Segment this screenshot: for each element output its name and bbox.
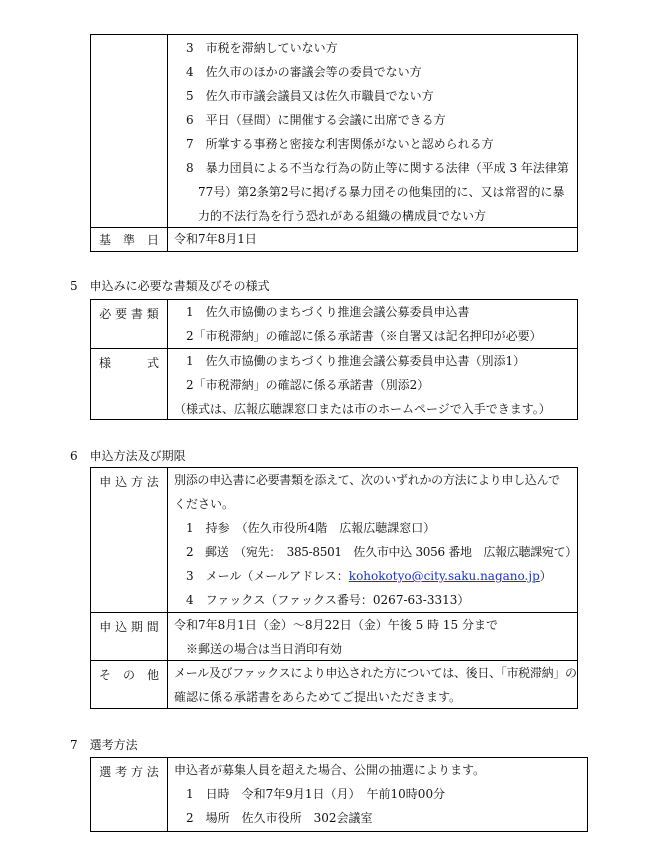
selection-table [90, 757, 588, 832]
mail-suffix: ） [539, 569, 552, 583]
kijun-row [91, 227, 577, 251]
kijun-value: 令和7年8月1日 [174, 232, 257, 246]
period-label: 申 込 期 間 [91, 613, 168, 660]
application-table [90, 467, 578, 709]
method-content [168, 468, 577, 612]
other-content [168, 661, 577, 708]
eligibility-item: 8 暴力団員による不当な行為の防止等に関する法律（平成 3 年法律第 [186, 161, 569, 175]
section5-heading: 5 申込みに必要な書類及びその様式 [70, 279, 270, 293]
method-label: 申 込 方 法 [91, 468, 168, 612]
documents-item: 2「市税滞納」の確認に係る承諾書（※自署又は記名押印が必要） [186, 329, 542, 343]
eligibility-row [91, 35, 577, 227]
documents-row [91, 300, 577, 348]
period-note: ※郵送の場合は当日消印有効 [186, 642, 343, 656]
format-item: 1 佐久市協働のまちづくり推進会議公募委員申込書（別添1） [186, 354, 526, 368]
selection-label: 選 考 方 法 [91, 758, 168, 831]
eligibility-label-cell [91, 35, 168, 227]
section6-heading: 6 申込方法及び期限 [70, 449, 186, 463]
eligibility-item-cont: 力的不法行為を行う恐れがある組織の構成員でない方 [198, 209, 487, 223]
documents-label: 必 要 書 類 [91, 300, 168, 348]
eligibility-content [168, 35, 577, 227]
format-note: （様式は、広報広聴課窓口または市のホームページで入手できます。） [174, 402, 551, 416]
selection-row [91, 758, 587, 831]
kijun-label: 基 準 日 [91, 228, 168, 251]
selection-content [168, 758, 587, 831]
format-content [168, 349, 577, 419]
method-intro: 別添の申込書に必要書類を添えて、次のいずれかの方法により申し込んで [174, 473, 560, 487]
section7-heading: 7 選考方法 [70, 738, 138, 752]
eligibility-item: 6 平日（昼間）に開催する会議に出席できる方 [186, 113, 446, 127]
documents-content [168, 300, 577, 348]
documents-item: 1 佐久市協働のまちづくり推進会議公募委員申込書 [186, 305, 470, 319]
method-item: 4 ファックス（ファックス番号：0267-63-3313） [186, 593, 470, 607]
format-item: 2「市税滞納」の確認に係る承諾書（別添2） [186, 378, 430, 392]
other-label: そ の 他 [91, 661, 168, 708]
period-value: 令和7年8月1日（金）～8月22日（金）午後 5 時 15 分まで [174, 618, 498, 632]
other-text: 確認に係る承諾書をあらためてご提出いただきます。 [174, 690, 462, 704]
method-item: 1 持参 （佐久市役所4階 広報広聴課窓口） [186, 521, 436, 535]
other-text: メール及びファックスにより申込された方については、後日、「市税滞納」の [174, 666, 577, 680]
period-content [168, 613, 577, 660]
mail-prefix: 3 メール（メールアドレス： [186, 569, 349, 583]
selection-item: 2 場所 佐久市役所 302会議室 [186, 811, 373, 825]
eligibility-item-cont: 77号）第2条第2号に掲げる暴力団その他集団的に、又は常習的に暴 [198, 185, 565, 199]
documents-table [90, 299, 578, 420]
mail-link[interactable]: kohokotyo@city.saku.nagano.jp [348, 569, 540, 583]
method-row [91, 468, 577, 612]
period-row [91, 612, 577, 660]
eligibility-item: 7 所掌する事務と密接な利害関係がないと認められる方 [186, 137, 494, 151]
eligibility-item: 4 佐久市のほかの審議会等の委員でない方 [186, 65, 422, 79]
eligibility-item: 3 市税を滞納していない方 [186, 41, 338, 55]
other-row [91, 660, 577, 708]
selection-text: 申込者が募集人員を超えた場合、公開の抽選によります。 [174, 763, 486, 777]
format-row [91, 348, 577, 419]
method-item-mail [174, 564, 571, 588]
eligibility-table [90, 34, 578, 252]
method-intro-cont: ください。 [174, 497, 235, 511]
format-label: 様 式 [91, 349, 168, 419]
selection-item: 1 日時 令和7年9月1日（月） 午前10時00分 [186, 787, 446, 801]
method-item: 2 郵送 （宛先： 385-8501 佐久市中込 3056 番地 広報広聴課宛て） [186, 545, 578, 559]
eligibility-item: 5 佐久市市議会議員又は佐久市職員でない方 [186, 89, 434, 103]
